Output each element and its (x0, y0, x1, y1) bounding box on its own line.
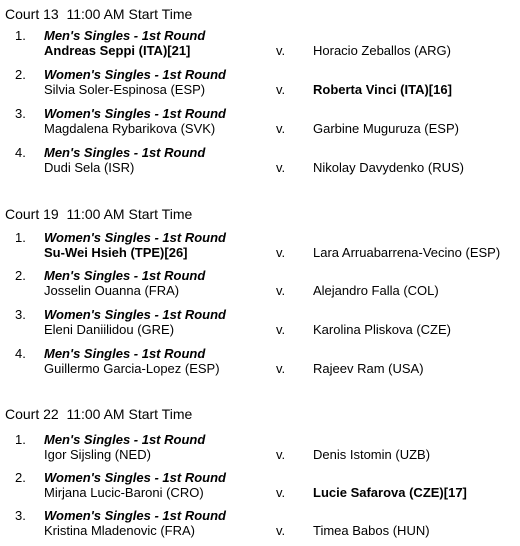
match-row (0, 307, 520, 343)
match-row (0, 432, 520, 468)
player-one: Silvia Soler-Espinosa (ESP) (44, 82, 206, 97)
match-row (0, 268, 520, 304)
match-row (0, 28, 520, 64)
match-number: 4. (15, 145, 26, 160)
match-number: 2. (15, 67, 26, 82)
player-two: Karolina Pliskova (CZE) (313, 322, 451, 337)
event-name: Women's Singles - 1st Round (44, 307, 226, 322)
versus-label: v. (276, 523, 286, 538)
match-row (0, 508, 520, 544)
player-two: Lucie Safarova (CZE)[17] (313, 485, 467, 500)
player-two: Nikolay Davydenko (RUS) (313, 160, 464, 175)
match-row (0, 470, 520, 506)
match-number: 1. (15, 432, 26, 447)
versus-label: v. (276, 485, 286, 500)
player-one: Su-Wei Hsieh (TPE)[26] (44, 245, 188, 260)
player-one: Andreas Seppi (ITA)[21] (44, 43, 191, 58)
match-number: 1. (15, 230, 26, 245)
event-name: Men's Singles - 1st Round (44, 346, 206, 361)
court-heading: Court 19 11:00 AM Start Time (5, 206, 193, 222)
event-name: Men's Singles - 1st Round (44, 145, 206, 160)
match-row (0, 106, 520, 142)
player-one: Josselin Ouanna (FRA) (44, 283, 180, 298)
versus-label: v. (276, 82, 286, 97)
versus-label: v. (276, 283, 286, 298)
match-number: 3. (15, 307, 26, 322)
event-name: Women's Singles - 1st Round (44, 230, 226, 245)
match-number: 2. (15, 268, 26, 283)
event-name: Women's Singles - 1st Round (44, 106, 226, 121)
event-name: Women's Singles - 1st Round (44, 67, 226, 82)
court-heading: Court 22 11:00 AM Start Time (5, 406, 193, 422)
player-two: Denis Istomin (UZB) (313, 447, 431, 462)
court-heading: Court 13 11:00 AM Start Time (5, 6, 193, 22)
match-number: 3. (15, 106, 26, 121)
event-name: Women's Singles - 1st Round (44, 470, 226, 485)
versus-label: v. (276, 322, 286, 337)
event-name: Men's Singles - 1st Round (44, 268, 206, 283)
player-one: Magdalena Rybarikova (SVK) (44, 121, 216, 136)
player-one: Kristina Mladenovic (FRA) (44, 523, 195, 538)
match-number: 2. (15, 470, 26, 485)
versus-label: v. (276, 160, 286, 175)
player-two: Garbine Muguruza (ESP) (313, 121, 459, 136)
match-number: 1. (15, 28, 26, 43)
match-number: 4. (15, 346, 26, 361)
player-two: Horacio Zeballos (ARG) (313, 43, 451, 58)
player-one: Mirjana Lucic-Baroni (CRO) (44, 485, 204, 500)
match-row (0, 67, 520, 103)
match-row (0, 145, 520, 181)
match-row (0, 230, 520, 266)
versus-label: v. (276, 245, 286, 260)
event-name: Men's Singles - 1st Round (44, 432, 206, 447)
player-one: Dudi Sela (ISR) (44, 160, 135, 175)
player-two: Timea Babos (HUN) (313, 523, 430, 538)
player-one: Guillermo Garcia-Lopez (ESP) (44, 361, 220, 376)
event-name: Women's Singles - 1st Round (44, 508, 226, 523)
player-two: Rajeev Ram (USA) (313, 361, 424, 376)
player-two: Roberta Vinci (ITA)[16] (313, 82, 452, 97)
versus-label: v. (276, 121, 286, 136)
event-name: Men's Singles - 1st Round (44, 28, 206, 43)
versus-label: v. (276, 361, 286, 376)
versus-label: v. (276, 43, 286, 58)
player-one: Eleni Daniilidou (GRE) (44, 322, 175, 337)
player-one: Igor Sijsling (NED) (44, 447, 151, 462)
match-number: 3. (15, 508, 26, 523)
versus-label: v. (276, 447, 286, 462)
match-row (0, 346, 520, 382)
player-two: Alejandro Falla (COL) (313, 283, 439, 298)
player-two: Lara Arruabarrena-Vecino (ESP) (313, 245, 501, 260)
